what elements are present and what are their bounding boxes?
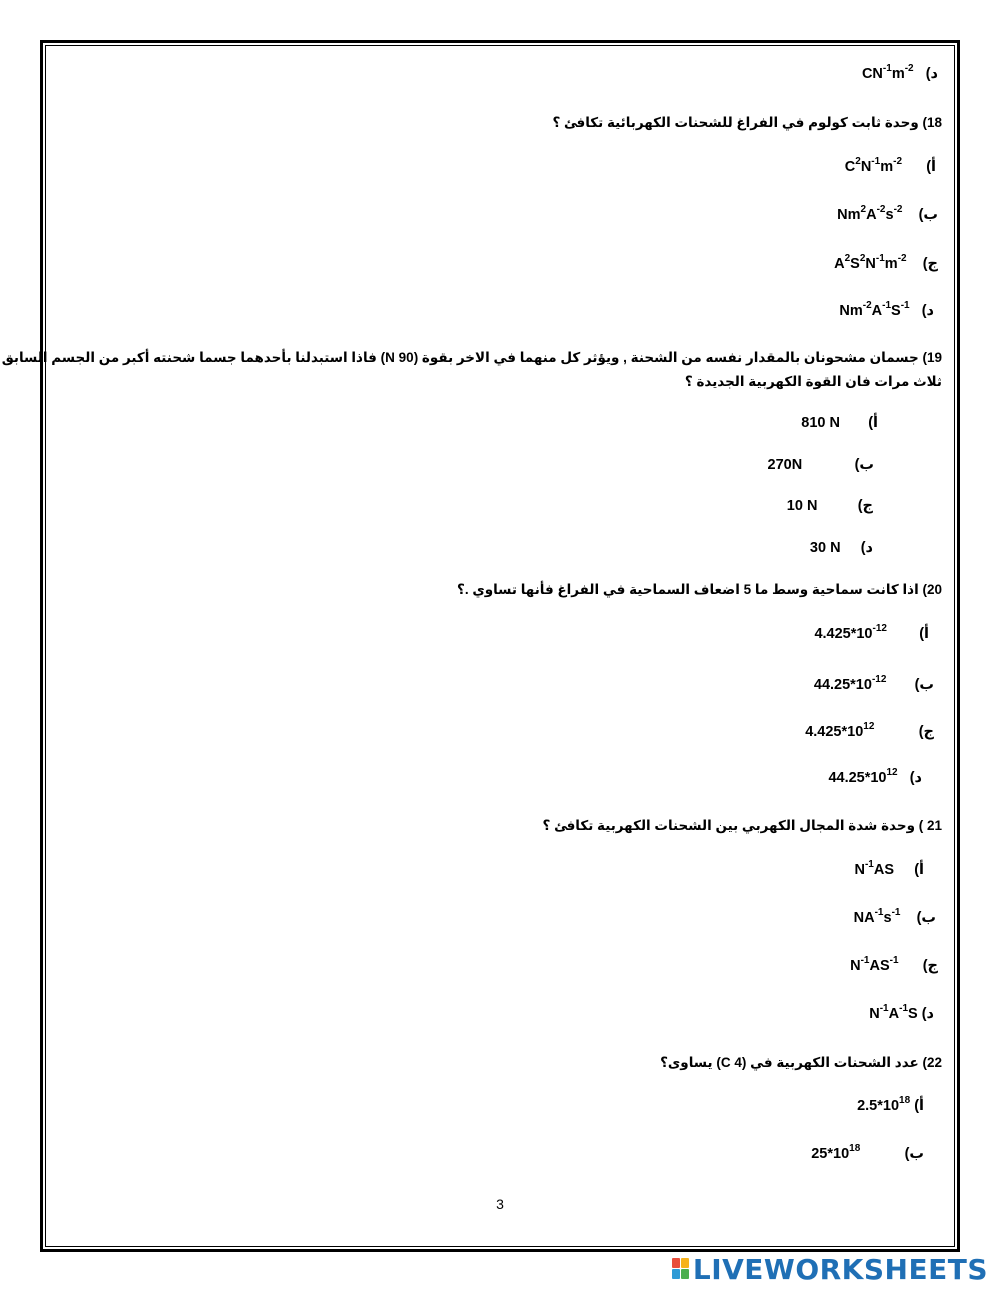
q22-text: 22) عدد الشحنات الكهربية في (4 C) يساوى؟: [660, 1055, 942, 1070]
expr-base: CN: [861, 66, 883, 82]
expr-base: N: [860, 159, 872, 175]
option-value: [839, 300, 910, 319]
expr-exponent: -12: [871, 674, 887, 685]
expr-exponent: -2: [893, 156, 903, 167]
expr-exponent: -2: [862, 300, 872, 311]
expr-exponent: -1: [874, 907, 884, 918]
expr-exponent: -12: [872, 623, 887, 634]
expr-base: Nm: [837, 207, 861, 223]
liveworksheets-logo[interactable]: [672, 1254, 988, 1284]
expr-base: 2.5*10: [857, 1098, 900, 1114]
expr-exponent: -1: [900, 300, 910, 311]
q19-text-line1: 19) جسمان مشحونان بالمقدار نفسه من الشحنة , ويؤثر كل منهما في الاخر بقوة (90 N) فاذا استبدلنا بأحدهما جسما شحنته أكبر من الجسم السابق: [1, 350, 942, 365]
option-value: 10 N: [786, 498, 818, 514]
expr-exponent: -1: [882, 63, 892, 74]
option-label: د): [909, 770, 922, 786]
expr-base: Nm: [839, 303, 863, 319]
option-value: [869, 1003, 918, 1022]
expr-exponent: -1: [875, 253, 885, 264]
q18-option-b: [837, 204, 938, 223]
q19-option-c: [787, 498, 873, 514]
option-label: ب): [918, 207, 938, 223]
expr-base: S: [850, 256, 860, 272]
q18-option-a: [844, 156, 936, 175]
expr-exponent: 2: [860, 204, 867, 215]
q20-text: 20) اذا كانت سماحية وسط ما 5 اضعاف السماحية في الفراغ فأنها تساوي .؟: [456, 582, 942, 597]
option-label: ج): [922, 256, 938, 272]
expr-base: N: [865, 256, 876, 272]
expr-base: m: [884, 256, 898, 272]
expr-base: 4.425*10: [805, 724, 864, 740]
expr-exponent: -1: [860, 955, 870, 966]
expr-base: AS: [869, 958, 890, 974]
expr-base: N: [850, 958, 861, 974]
expr-base: A: [866, 207, 877, 223]
expr-base: S: [891, 303, 901, 319]
liveworksheets-logo-text: LIVEWORKSHEETS: [692, 1252, 988, 1286]
expr-exponent: 2: [844, 253, 851, 264]
liveworksheets-logo-icon: [672, 1258, 690, 1280]
option-value: [834, 253, 907, 272]
option-label: أ): [868, 415, 878, 431]
option-label: د): [925, 66, 938, 82]
expr-exponent: 18: [849, 1143, 861, 1154]
option-label: أ): [914, 862, 924, 878]
option-value: 270N: [767, 457, 803, 473]
expr-base: 4.425*10: [814, 626, 873, 642]
q21-option-d: [869, 1003, 934, 1022]
q19-option-d: [810, 540, 873, 556]
expr-exponent: 18: [899, 1095, 911, 1106]
expr-exponent: 12: [886, 767, 898, 778]
option-value: [828, 767, 898, 786]
expr-base: 44.25*10: [813, 677, 872, 693]
q21-option-c: [850, 955, 938, 974]
q17-option-d: [861, 63, 938, 82]
expr-exponent: -1: [899, 1003, 909, 1014]
expr-exponent: -1: [879, 1003, 889, 1014]
expr-exponent: 2: [859, 253, 866, 264]
expr-exponent: -2: [893, 204, 903, 215]
q20-option-b: [813, 674, 934, 693]
q18-text: 18) وحدة ثابت كولوم في الفراغ للشحنات الكهربائية تكافئ ؟: [552, 115, 942, 130]
q21-text: 21 ) وحدة شدة المجال الكهربي بين الشحنات الكهربية تكافئ ؟: [542, 818, 942, 833]
option-label: ج): [918, 724, 934, 740]
q18-option-c: [834, 253, 938, 272]
option-label: أ): [926, 159, 936, 175]
expr-base: NA: [853, 910, 875, 926]
expr-base: 44.25*10: [828, 770, 887, 786]
expr-exponent: -2: [876, 204, 886, 215]
q22-option-a: [857, 1095, 924, 1114]
expr-base: A: [871, 303, 883, 319]
expr-exponent: -2: [904, 63, 914, 74]
expr-base: C: [844, 159, 856, 175]
expr-base: m: [891, 66, 905, 82]
q21-option-b: [853, 907, 936, 926]
option-value: [861, 63, 914, 82]
expr-base: S: [908, 1006, 918, 1022]
option-value: [805, 721, 875, 740]
expr-exponent: -1: [864, 859, 874, 870]
expr-exponent: 2: [855, 156, 861, 167]
option-label: د): [860, 540, 873, 556]
option-label: ج): [857, 498, 873, 514]
option-label: ب): [916, 910, 936, 926]
expr-base: A: [888, 1006, 900, 1022]
expr-exponent: -2: [897, 253, 907, 264]
q20-option-d: [828, 767, 922, 786]
option-label: د): [921, 303, 934, 319]
option-label: د): [921, 1006, 934, 1022]
page-number: 3: [496, 1196, 504, 1212]
expr-base: N: [869, 1006, 880, 1022]
option-value: [853, 907, 901, 926]
q22-option-b: [811, 1143, 924, 1162]
expr-exponent: -1: [871, 156, 881, 167]
option-value: [854, 859, 895, 878]
expr-exponent: -1: [891, 907, 901, 918]
q18-option-d: [839, 300, 934, 319]
option-value: [813, 674, 887, 693]
option-label: ج): [922, 958, 938, 974]
expr-exponent: -1: [882, 300, 892, 311]
expr-base: s: [883, 910, 892, 926]
q20-option-a: [814, 623, 929, 642]
option-value: [844, 156, 903, 175]
option-label: ب): [904, 1146, 924, 1162]
option-value: [814, 623, 887, 642]
option-label: ب): [914, 677, 934, 693]
option-value: 30 N: [809, 540, 841, 556]
expr-base: m: [880, 159, 894, 175]
expr-base: s: [885, 207, 894, 223]
q21-option-a: [854, 859, 924, 878]
option-value: [857, 1095, 911, 1114]
expr-base: AS: [873, 862, 895, 878]
option-label: أ): [914, 1098, 924, 1114]
expr-exponent: 12: [863, 721, 875, 732]
option-value: [811, 1143, 861, 1162]
q19-option-b: [768, 457, 874, 473]
q20-option-c: [805, 721, 934, 740]
option-value: [837, 204, 903, 223]
option-value: 810 N: [801, 415, 840, 431]
expr-base: N: [854, 862, 865, 878]
option-label: ب): [854, 457, 874, 473]
expr-base: 25*10: [811, 1146, 850, 1162]
option-value: [850, 955, 899, 974]
q19-text-line2: ثلاث مرات فان القوة الكهربية الجديدة ؟: [684, 374, 942, 389]
expr-exponent: -1: [889, 955, 899, 966]
expr-base: A: [834, 256, 845, 272]
option-label: أ): [919, 626, 929, 642]
q19-option-a: [801, 415, 878, 431]
